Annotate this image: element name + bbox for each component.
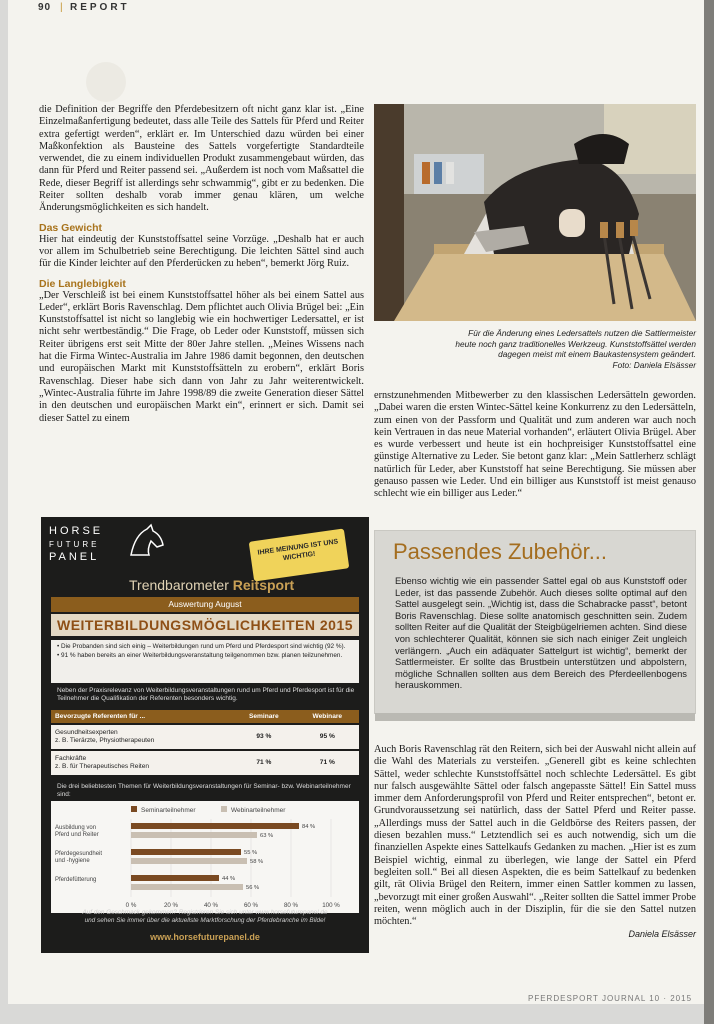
referent-table: [51, 710, 359, 775]
category-label: [55, 851, 102, 864]
bar: [131, 849, 241, 855]
bar: [131, 858, 247, 864]
category-label-line: Pferdefütterung: [55, 877, 97, 883]
x-tick-label: 80 %: [283, 902, 299, 909]
row-label: Fachkräfte: [55, 755, 87, 762]
ad-headline: WEITERBILDUNGSMÖGLICHKEITEN 2015: [51, 614, 359, 636]
section-title: REPORT: [70, 2, 130, 13]
paragraph: „Der Verschleiß ist bei einem Kunststoffsattel höher als bei einem Sattel aus Leder“, erklärt Boris Ravenschlag. Dem pflichtet auch Olivia Brügel bei: „Ein Kunststoffsattel ist nicht so langlebig wie ein hochwertiger Ledersattel, er ist nicht sehr wertbeständig.“ Die Frage, ob Leder oder Kunststoff, müssen sich Reiter übrigens erst seit Mitte der 80er Jahre stellen. „Meines Wissens nach hat die Firma Wintec-Australia im Jahre 1986 damit begonnen, den deutschen und europäischen Markt mit Kunststoffsätteln zu erobern“, erklärt Boris Ravenschlag. Dieser habe sich dann von Jahr zu Jahr weiterentwickelt. „Wintec-Australia führte im Jahre 1998/89 die zweite Generation dieser Sättel in den deutschen und europäischen Markt ein“, erinnert er sich. Damit sei dieser Sattel zu einem: [39, 289, 364, 424]
legend-label: Webinarteilnehmer: [231, 807, 286, 814]
category-label-line: Pferd und Reiter: [55, 832, 99, 838]
table-cell: [51, 750, 232, 775]
table-cell: 71 %: [296, 750, 359, 775]
table-header: Bevorzugte Referenten für ...: [51, 710, 232, 724]
bar-value-label: 58 %: [250, 859, 264, 865]
subheading-durability: Die Langlebigkeit: [39, 277, 126, 290]
trend-word-bold: Reitsport: [232, 577, 295, 593]
table-header: Webinare: [296, 710, 359, 724]
legend-label: Seminarteilnehmer: [141, 807, 196, 814]
x-tick-label: 20 %: [163, 902, 179, 909]
opinion-tag: IHRE MEINUNG IST UNS WICHTIG!: [249, 529, 350, 582]
bullet: • 91 % haben bereits an einer Weiterbildungsveranstaltung teilgenommen bzw. planen teilzunehmen.: [57, 652, 343, 659]
logo-line: HORSE: [49, 525, 104, 537]
bar: [131, 884, 243, 890]
infobox-title: Passendes Zubehör...: [393, 539, 608, 564]
logo-line: FUTURE: [49, 540, 100, 549]
category-label-line: Pferdegesundheit: [55, 851, 103, 857]
x-tick-label: 100 %: [322, 902, 340, 909]
ad-intro-text: Neben der Praxisrelevanz von Weiterbildungsveranstaltungen rund um Pferd und Pferdesport ist für die Teilnehmer die Qualifikation der Referenten besonders wichtig.: [57, 687, 355, 702]
caption-line: dagegen meist mit einem Baukastensystem geändert.: [498, 349, 696, 359]
ad-url-link[interactable]: www.horsefuturepanel.de: [150, 932, 260, 942]
infobox-text: Ebenso wichtig wie ein passender Sattel egal ob aus Kunststoff oder Leder, ist das passende Zubehör. Auch dieses sollte optimal auf den Sattel ausgelegt sein. „Wichtig ist, dass die Schabracke passt“, betont Boris Ravenschlag. Diese sollte anatomisch geschnitten sein. Zudem sollten Reiter auf die Qualität der Steigbügelriemen achten. Sind diese von schlechterer Qualität, können sie sich nach einiger Zeit ungleich verlängern. „Auch ein adäquater Sattelgurt ist wichtig“, bemerkt der Sattlermeister. Er sollte das Brustbein unterstützen und abpolstern, mögliche Schnallen sollten aus dem Bereich des Pferdeellenbogens herauskommen.: [395, 575, 687, 691]
caption-line: Für die Änderung eines Ledersattels nutzen die Sattlermeister: [468, 328, 696, 338]
photo-credit: Foto: Daniela Elsässer: [612, 359, 696, 370]
photo-caption: [374, 328, 696, 370]
table-cell: 95 %: [296, 724, 359, 750]
ad-bullets: [51, 640, 359, 683]
themes-bar-chart: [51, 801, 359, 913]
table-cell: 71 %: [232, 750, 296, 775]
author-signature: Daniela Elsässer: [628, 929, 696, 940]
horse-future-panel-ad: [41, 517, 369, 953]
article-column-left: [39, 104, 364, 425]
paragraph: Hier hat eindeutig der Kunststoffsattel seine Vorzüge. „Deshalb hat er auch vor allem im Schulbetrieb seine Berechtigung. Die leichten Sättel sind auch für die Kinder leichter auf den Pferderücken zu heben“, bemerkt Jörg Ruiz.: [39, 233, 364, 270]
category-label: [55, 877, 96, 883]
table-header: Seminare: [232, 710, 296, 724]
row-sublabel: z. B. für Therapeutisches Reiten: [55, 763, 150, 770]
footnote-line: Auf den Geschmack gekommen? Registrieren Sie sich unter www.horsefuturepanel.de: [82, 909, 328, 916]
horse-head-icon: [127, 523, 167, 557]
themes-intro: Die drei beliebtesten Themen für Weiterbildungsveranstaltungen für Seminar- bzw. Webinarteilnehmer sind:: [57, 783, 351, 798]
bar-value-label: 84 %: [302, 824, 316, 830]
trendbarometer-title: [129, 577, 294, 593]
bar: [131, 832, 257, 838]
category-label-line: Ausbildung von: [55, 825, 97, 831]
table-cell: 93 %: [232, 724, 296, 750]
evaluation-banner: Auswertung August: [51, 597, 359, 612]
bar: [131, 875, 219, 881]
x-tick-label: 60 %: [243, 902, 259, 909]
bar-value-label: 44 %: [222, 876, 236, 882]
paragraph: die Definition der Begriffe den Pferdebesitzern oft nicht ganz klar ist. „Eine Einzelmaßanfertigung bedeutet, dass alle Teile des Sattels für Pferd und Reiter extra gefertigt werden“, erklärt er. Im Unterschied dazu würden bei einer Maßkonfektion als Bausteine des Sattels vorgefertigte Standardteile verwendet, die zu einem individuellen Produkt zusammengebaut würden, das dann für Pferd und Reiter passend sei. „Außerdem ist noch vom Maßsattel die Rede, dieser Begriff ist allerdings sehr schwammig“, gibt er zu bedenken. Die Reiter sollten deshalb vorab immer genau klären, um welche Änderungsmöglichkeiten es sich handelt.: [39, 104, 364, 214]
logo-line: PANEL: [49, 551, 100, 563]
caption-line: heute noch ganz traditionelles Werkzeug. Kunststoffsättel werden: [455, 338, 696, 349]
table-cell: [51, 724, 232, 750]
subheading-weight: Das Gewicht: [39, 221, 103, 234]
row-label: Gesundheitsexperten: [55, 729, 118, 736]
article-column-right-top: [374, 390, 696, 501]
page-edge: [704, 0, 714, 1024]
trend-word: Trendbarometer: [129, 577, 229, 593]
bar-value-label: 63 %: [260, 833, 274, 839]
category-label: [55, 825, 99, 838]
legend-swatch: [131, 806, 137, 812]
x-tick-label: 0 %: [125, 902, 137, 909]
table-row: [51, 724, 359, 750]
ad-logo: [49, 525, 103, 564]
saddle-photo: [374, 104, 696, 321]
bar: [131, 823, 299, 829]
bullet: • Die Probanden sind sich einig – Weiterbildungen rund um Pferd und Pferdesport sind wichtig (92 %).: [57, 643, 346, 650]
row-sublabel: z. B. Tierärzte, Physiotherapeuten: [55, 737, 155, 744]
infobox-shadow: [375, 713, 695, 721]
accessories-infobox: [374, 530, 696, 714]
article-column-right-bottom: [374, 744, 696, 941]
watermark-logo-icon: [86, 62, 126, 102]
category-label-line: und -hygiene: [55, 858, 90, 864]
page-number: 90: [38, 2, 52, 13]
x-tick-label: 40 %: [203, 902, 219, 909]
legend-swatch: [221, 806, 227, 812]
paragraph: Auch Boris Ravenschlag rät den Reitern, sich bei der Auswahl nicht allein auf die Wahl des Materials zu versteifen. „Generell gibt es keine schlechten Sättel, weder schlechte Kunststoffsättel noch schlechte Ledersättel. Es gibt nur falsch ausgewählte Sättel oder falsch angepasste Sättel! Ein Sattel muss immer dem Anforderungsprofil von Pferd und Reiter entsprechen“, betont er. Grundvoraussetzung sei natürlich, dass der Sattel Pferd und Reiter passe. „Allerdings muss der Sattel auch in die Geldbörse des Reiters passen, der diesen bezahlen muss.“ Letztendlich sei es auch notwendig, sich um die finanziellen Aspekte eines Sattelkaufs Gedanken zu machen. „Hier ist es zum Beispiel wichtig, einmal zu überlegen, wie lange der Sattel ein Pferd begleiten soll.“ Bei all diesen Aspekten, die es beim Sattelkauf zu bedenken gilt, rät Olivia Brügel den Reitern, immer einen Sattler kommen zu lassen, „bevorzugt mit einer großen Auswahl“. „Reiter sollten die Sattel immer Probe reiten, wenn möglich auch in der Disziplin, für die sie den Sattel nutzen möchten.“: [374, 744, 696, 928]
bar-value-label: 56 %: [246, 885, 260, 891]
paragraph: ernstzunehmenden Mitbewerber zu den klassischen Ledersätteln geworden. „Dabei waren die ersten Wintec-Sättel keine Konkurrenz zu den Ledersätteln, zum einen von der Passform und Qualität und zum anderen war auch noch kein Vertrauen in das neue Material vorhanden“, erläutert Olivia Brügel. Aber es wurde verbessert und heute ist ein hochpreisiger Kunststoffsattel eine günstige Alternative zu Leder. Sie betont ganz klar: „Mein Sattlerherz schlägt natürlich für Leder, aber Kunststoff hat seine Berechtigung. Sie müssen aber genauso passen wie Leder. Und ein billiger aus Kunststoff ist meist genauso schlecht wie ein billiger aus Leder.“: [374, 390, 696, 500]
header-separator: |: [60, 2, 63, 13]
table-row: [51, 750, 359, 775]
magazine-page: [8, 0, 704, 1004]
footnote-line: und sehen Sie immer über die aktuellste Marktforschung der Pferdebranche im Bilde!: [84, 917, 326, 924]
ad-footnote: [55, 909, 355, 925]
bar-value-label: 55 %: [244, 850, 258, 856]
page-footer: PFERDESPORT JOURNAL 10 · 2015: [528, 994, 693, 1003]
